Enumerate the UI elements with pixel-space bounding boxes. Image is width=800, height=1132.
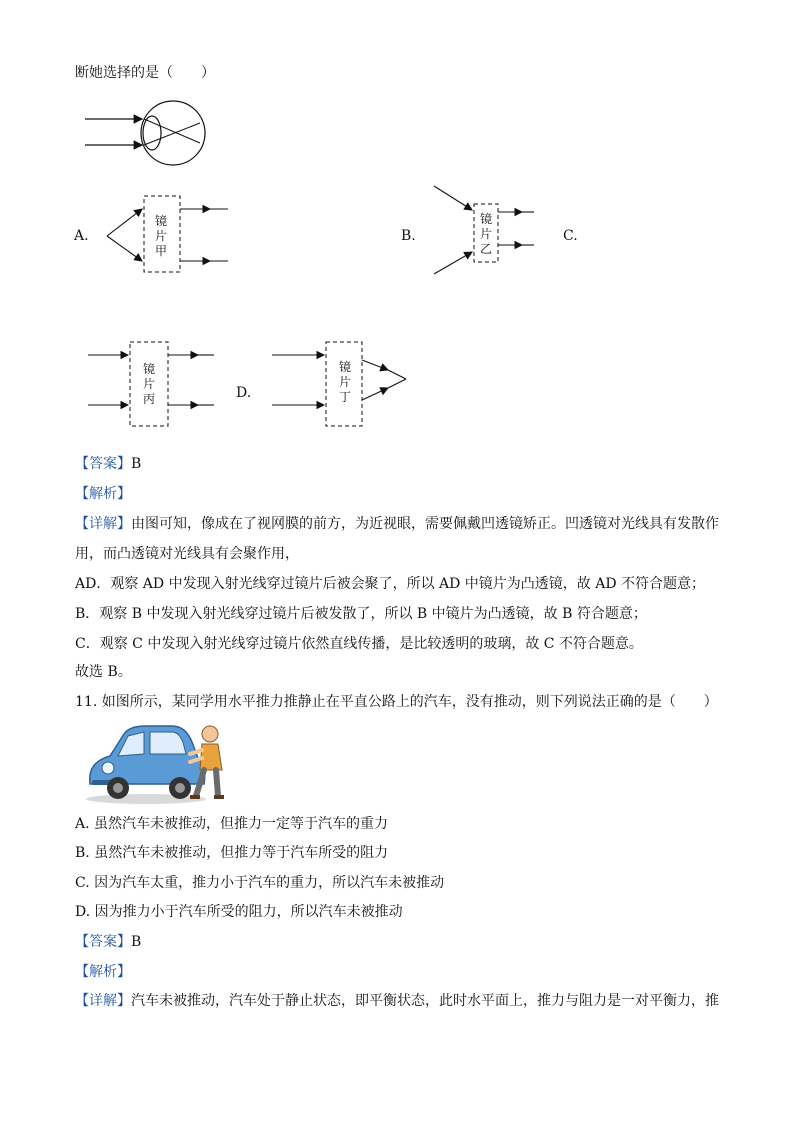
- lens-b-label-1: 镜: [479, 212, 492, 226]
- eye-diagram: [80, 100, 220, 166]
- car-push-illustration: [84, 722, 230, 806]
- option-b-label: B.: [401, 228, 416, 244]
- q11-detail-line-1: [75, 991, 719, 1011]
- lens-b-label-2: 片: [479, 227, 492, 241]
- detail-tag: 【详解】: [75, 516, 131, 532]
- detail-tag: 【详解】: [75, 993, 131, 1009]
- detail-line-2: 用，而凸透镜对光线具有会聚作用，: [75, 546, 299, 562]
- lens-d-label-3: 丁: [338, 390, 351, 404]
- answer-value: B: [131, 934, 142, 950]
- lens-c-label-1: 镜: [142, 362, 155, 376]
- conclusion: 故选 B。: [75, 664, 132, 680]
- lens-b-label-3: 乙: [479, 242, 492, 256]
- answer-value: B: [131, 456, 142, 472]
- q11-stem: 11. 如图所示，某同学用水平推力推静止在平直公路上的汽车，没有推动，则下列说法正确的是（ ）: [75, 694, 718, 710]
- option-c-label: C.: [563, 228, 578, 244]
- analysis-tag: 【解析】: [75, 486, 131, 502]
- q10-answer-line: [75, 454, 141, 474]
- q11-option-a: A. 虽然汽车未被推动，但推力一定等于汽车的重力: [75, 816, 389, 832]
- lens-d-label-2: 片: [338, 375, 351, 389]
- answer-tag: 【答案】: [75, 934, 131, 950]
- lens-a-label-1: 镜: [154, 214, 167, 228]
- question-stem-fragment: 断她选择的是（ ）: [75, 65, 215, 81]
- lens-d-label-1: 镜: [338, 360, 351, 374]
- lens-a-label-3: 甲: [154, 244, 167, 258]
- q11-option-c: C. 因为汽车太重，推力小于汽车的重力，所以汽车未被推动: [75, 875, 445, 891]
- analysis-tag: 【解析】: [75, 964, 131, 980]
- detail-text: 由图可知，像成在了视网膜的前方，为近视眼，需要佩戴凹透镜矫正。凹透镜对光线具有发散作: [131, 516, 719, 532]
- option-a-label: A.: [74, 228, 89, 244]
- lens-c-label-2: 片: [142, 377, 155, 391]
- answer-tag: 【答案】: [75, 456, 131, 472]
- explanation-c: C．观察 C 中发现入射光线穿过镜片依然直线传播，是比较透明的玻璃，故 C 不符合题意。: [75, 636, 643, 652]
- q11-option-d: D. 因为推力小于汽车所受的阻力，所以汽车未被推动: [75, 904, 403, 920]
- detail-line-1: [75, 514, 719, 534]
- lens-a-label-2: 片: [154, 229, 167, 243]
- detail-text: 汽车未被推动，汽车处于静止状态，即平衡状态，此时水平面上，推力与阻力是一对平衡力，推: [131, 993, 719, 1009]
- q11-option-b: B. 虽然汽车未被推动，但推力等于汽车所受的阻力: [75, 845, 389, 861]
- explanation-ad: AD．观察 AD 中发现入射光线穿过镜片后被会聚了，所以 AD 中镜片为凸透镜，故 AD 不符合题意；: [75, 576, 706, 592]
- option-d-label: D.: [236, 385, 252, 401]
- lens-c-label-3: 丙: [142, 392, 155, 406]
- q11-answer-line: [75, 932, 141, 952]
- explanation-b: B．观察 B 中发现入射光线穿过镜片后被发散了，所以 B 中镜片为凸透镜，故 B 符合题意；: [75, 606, 647, 622]
